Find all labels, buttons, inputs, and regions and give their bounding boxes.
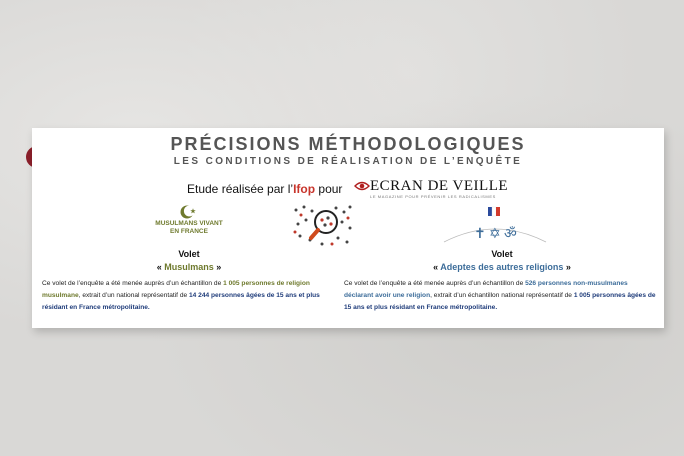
left-volet-name: « Musulmans » [156, 262, 222, 272]
crescent-star-icon [180, 204, 198, 220]
study-credit [187, 182, 342, 196]
muslims-logo [144, 204, 234, 244]
left-national-sample: 14 244 personnes âgées de 15 ans et plus résidant en France métropolitaine. [42, 292, 320, 311]
page-title: PRÉCISIONS MÉTHODOLOGIQUES [170, 134, 526, 154]
muslims-logo-line2: EN FRANCE [170, 227, 208, 235]
om-icon: ॐ [504, 226, 517, 242]
eye-icon [354, 180, 370, 192]
left-description: Ce volet de l’enquête a été menée auprès d’un échantillon de 1 005 personnes de religion musulmane, extrait d’un national représentatif de 14 244 personnes âgées de 15 ans et plus résidant en France métropolitaine. [42, 280, 320, 311]
right-description: Ce volet de l’enquête a été menée auprès d’un échantillon de 526 personnes non-musulmanes déclarant avoir une religion, extrait d’un échantillon national représentatif de 1 005 personnes âgées de 15 ans et plus résidant en France métropolitaine. [344, 280, 656, 311]
ifop-label: Ifop [293, 182, 316, 196]
study-prefix: Etude réalisée par l’ [187, 182, 294, 196]
right-national-sample: 1 005 personnes âgées de 15 ans et plus résidant en France métropolitaine. [344, 292, 656, 311]
methodology-slide [32, 128, 664, 328]
right-volet-label: Volet [491, 249, 513, 259]
religions-icons [440, 204, 550, 248]
study-middle: pour [315, 182, 343, 196]
left-sample-size: 1 005 personnes de religion musulmane [42, 280, 310, 299]
cross-icon: ✝ [474, 226, 486, 242]
star-of-david-icon: ✡ [489, 226, 501, 242]
magnifier-crowd-icon [292, 204, 354, 248]
ecran-de-veille-logo [354, 178, 509, 200]
right-volet-name: « Adeptes des autres religions » [433, 262, 571, 272]
left-volet-label: Volet [178, 249, 200, 259]
page-subtitle: LES CONDITIONS DE RÉALISATION DE L’ENQUÊTE [173, 156, 523, 167]
brand-name: ECRAN DE VEILLE [370, 178, 509, 194]
brand-tagline: LE MAGAZINE POUR PRÉVENIR LES RADICALISMES [370, 194, 496, 199]
right-sample-size: 526 personnes non-musulmanes déclarant avoir une religion [344, 280, 628, 299]
france-flag-icon [488, 207, 500, 216]
muslims-logo-line1: MUSULMANS VIVANT [155, 220, 223, 227]
